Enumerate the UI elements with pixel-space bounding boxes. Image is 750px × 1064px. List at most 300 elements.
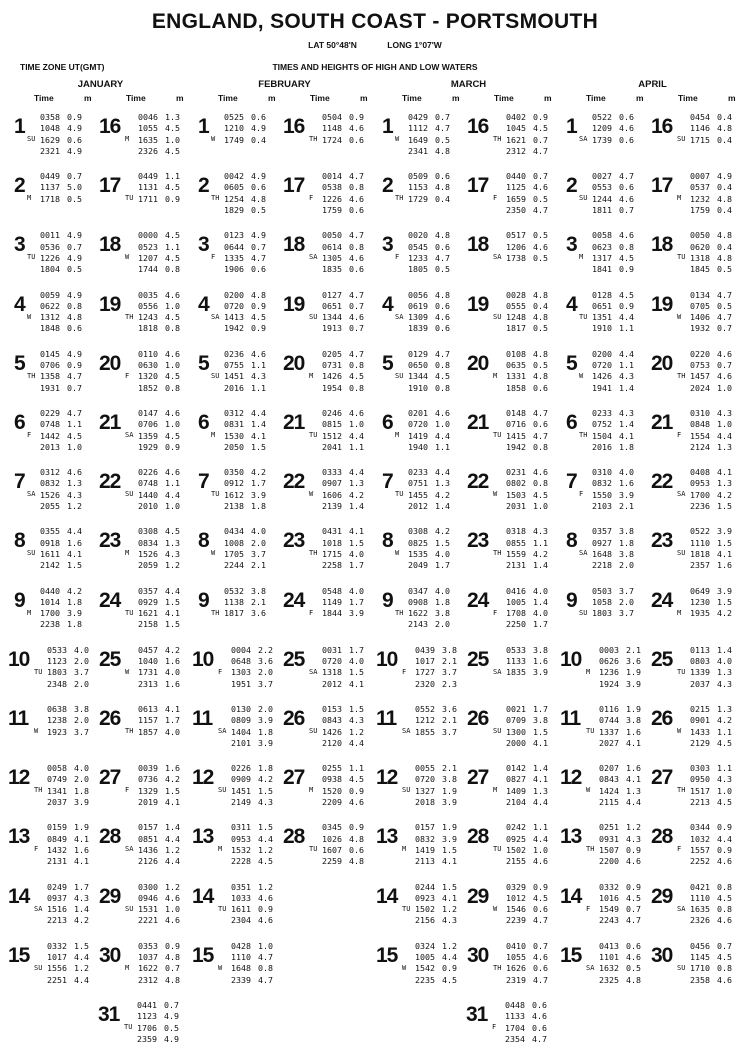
- tide-height: 4.1: [165, 797, 180, 808]
- tide-time: 0303: [690, 763, 710, 774]
- tide-height: 4.7: [349, 171, 364, 182]
- tide-time: 1409: [506, 785, 526, 796]
- tide-time: 1157: [138, 715, 158, 726]
- tide-height: 2.0: [619, 560, 634, 571]
- tide-height: 1.0: [165, 501, 180, 512]
- tide-height: 2.0: [74, 656, 89, 667]
- tide-height: 0.6: [619, 134, 634, 145]
- tide-height: 3.9: [442, 797, 457, 808]
- tide-time: 1426: [592, 371, 612, 382]
- tide-height: 0.6: [349, 205, 364, 216]
- tide-height: 2.1: [442, 715, 457, 726]
- tide-height: [533, 679, 548, 690]
- tide-time: 0533: [47, 644, 67, 655]
- tide-time: 2012: [408, 501, 428, 512]
- tide-height: 0.6: [533, 382, 548, 393]
- tide-heights: [442, 882, 457, 927]
- tide-time: 1504: [592, 430, 612, 441]
- tide-height: 4.9: [67, 289, 82, 300]
- tide-height: 1.6: [165, 763, 180, 774]
- tide-time: 0456: [690, 940, 710, 951]
- tide-times: [28, 586, 60, 631]
- weekday: SA: [586, 963, 595, 972]
- tide-height: 4.7: [435, 252, 450, 263]
- tide-height: 4.8: [626, 974, 641, 985]
- tide-time: 1133: [506, 656, 526, 667]
- tide-time: 1440: [138, 489, 158, 500]
- tide-time: 0749: [47, 774, 67, 785]
- weekday: TU: [402, 904, 411, 913]
- tide-times: [126, 230, 158, 275]
- tide-times: [310, 171, 342, 216]
- weekday: SA: [579, 549, 588, 558]
- tide-height: 1.6: [626, 726, 641, 737]
- day-number: 21: [651, 411, 673, 434]
- tide-time: 2027: [599, 737, 619, 748]
- weekday: M: [218, 845, 223, 854]
- day-number: 5: [198, 351, 209, 375]
- tide-times: [396, 526, 428, 571]
- tide-height: 0.9: [717, 844, 732, 855]
- tide-height: 4.3: [717, 678, 732, 689]
- tide-height: 1.3: [626, 785, 641, 796]
- tide-time: 2250: [506, 619, 526, 630]
- tide-heights: [435, 290, 450, 335]
- weekday: SU: [402, 786, 411, 795]
- weekday: F: [586, 904, 591, 913]
- tide-times: [678, 704, 710, 749]
- tide-height: 0.8: [349, 382, 364, 393]
- tide-height: 4.2: [717, 489, 732, 500]
- weekday: TH: [677, 786, 686, 795]
- weekday: F: [677, 845, 682, 854]
- col-m-label: m: [636, 93, 644, 103]
- day-number: 11: [192, 707, 213, 730]
- tide-height: 4.3: [619, 408, 634, 418]
- tide-time: 1910: [408, 382, 428, 393]
- month-name: JANUARY: [77, 79, 124, 90]
- tide-height: 2.0: [74, 678, 89, 689]
- tide-height: 4.5: [165, 526, 180, 537]
- tide-heights: [532, 1000, 547, 1045]
- weekday: M: [677, 608, 682, 617]
- tide-height: 4.6: [533, 467, 548, 478]
- day-number: 29: [467, 884, 489, 908]
- weekday: SA: [493, 253, 502, 262]
- tide-height: 1.2: [74, 963, 89, 974]
- tide-height: 1.5: [165, 596, 180, 607]
- weekday: SA: [677, 904, 686, 913]
- weekday: M: [125, 963, 130, 972]
- tide-time: 2041: [322, 441, 342, 452]
- tide-height: 4.8: [251, 193, 266, 204]
- day-number: 27: [651, 766, 673, 790]
- day-number: 12: [376, 766, 398, 790]
- tide-time: 0909: [231, 774, 251, 785]
- latitude: LAT 50°48'N: [308, 40, 357, 50]
- tide-height: 4.6: [165, 289, 180, 300]
- tide-height: 0.7: [626, 904, 641, 915]
- tide-time: [310, 146, 342, 157]
- tide-time: 0046: [138, 112, 158, 122]
- tide-time: 2120: [322, 737, 342, 748]
- tide-time: 0720: [224, 300, 244, 311]
- tide-height: 4.5: [533, 489, 548, 500]
- tide-time: 1542: [415, 963, 435, 974]
- tide-height: 4.1: [349, 526, 364, 537]
- tide-time: 0059: [40, 289, 60, 300]
- tide-height: 4.6: [717, 371, 732, 382]
- tide-time: 1110: [690, 892, 710, 903]
- tide-time: 2142: [40, 560, 60, 571]
- tide-height: 0.7: [251, 241, 266, 252]
- day-number: 19: [99, 292, 121, 316]
- tide-time: 0716: [506, 419, 526, 430]
- day-number: 25: [283, 647, 305, 671]
- tide-time: 1951: [231, 678, 251, 689]
- tide-height: 4.2: [165, 774, 180, 785]
- weekday: SA: [309, 667, 318, 676]
- tide-height: 4.0: [435, 585, 450, 596]
- tide-height: 1.4: [533, 596, 548, 607]
- tide-time: 1303: [231, 667, 251, 678]
- tide-height: 4.8: [533, 312, 548, 323]
- tide-height: 0.5: [533, 252, 548, 263]
- tide-time: 1212: [415, 715, 435, 726]
- tide-time: 1913: [322, 323, 342, 334]
- tide-height: 3.9: [442, 833, 457, 844]
- tide-time: 2252: [690, 856, 710, 867]
- tide-time: 0251: [599, 822, 619, 833]
- day-number: 15: [192, 943, 214, 967]
- tide-height: 4.6: [717, 974, 732, 985]
- col-m-label: m: [452, 93, 460, 103]
- tide-height: 4.8: [349, 833, 364, 844]
- tide-height: 4.5: [165, 371, 180, 382]
- tide-height: 1.3: [349, 478, 364, 489]
- tide-height: 0.6: [533, 904, 548, 915]
- tide-height: 1.1: [165, 478, 180, 489]
- tide-heights: [349, 290, 364, 335]
- tide-height: 4.5: [533, 123, 548, 134]
- tide-time: 0310: [592, 467, 612, 478]
- tide-height: 0.5: [435, 264, 450, 275]
- tide-height: 0.9: [67, 360, 82, 371]
- tide-time: 2350: [506, 205, 526, 216]
- tide-times: [396, 112, 428, 157]
- tide-height: 0.6: [435, 241, 450, 252]
- tide-time: 1026: [322, 833, 342, 844]
- day-number: 7: [566, 470, 577, 494]
- tide-height: 1.6: [74, 844, 89, 855]
- weekday: W: [402, 963, 407, 972]
- tide-height: 0.9: [349, 785, 364, 796]
- tide-time: 0324: [415, 940, 435, 951]
- col-time-label: Time: [218, 93, 238, 103]
- tide-time: 2243: [599, 915, 619, 926]
- tide-height: 1.3: [67, 478, 82, 489]
- tide-height: 0.4: [533, 300, 548, 311]
- tide-time: 1055: [138, 123, 158, 134]
- tide-height: 1.9: [442, 785, 457, 796]
- tide-time: 1248: [506, 312, 526, 323]
- tide-times: [494, 763, 526, 808]
- tide-height: 4.7: [533, 430, 548, 441]
- tide-height: 4.4: [165, 833, 180, 844]
- tide-heights: [717, 882, 732, 927]
- tide-time: 1335: [224, 252, 244, 263]
- tide-heights: [626, 822, 641, 867]
- tide-height: 1.8: [619, 441, 634, 452]
- tide-time: 0626: [599, 656, 619, 667]
- weekday: TH: [395, 608, 404, 617]
- tide-height: 4.7: [435, 348, 450, 359]
- weekday: M: [586, 667, 591, 676]
- tide-height: 0.9: [67, 112, 82, 122]
- tide-time: 0613: [138, 704, 158, 714]
- tide-height: 1.5: [349, 667, 364, 678]
- tide-height: 4.1: [349, 678, 364, 689]
- tide-height: 1.3: [717, 441, 732, 452]
- tide-time: 2131: [47, 856, 67, 867]
- tide-height: 1.1: [619, 323, 634, 334]
- tide-time: 1935: [690, 608, 710, 619]
- tide-height: 3.6: [626, 656, 641, 667]
- tide-time: 1942: [224, 323, 244, 334]
- tide-time: [494, 679, 526, 690]
- tide-height: 3.7: [251, 548, 266, 559]
- tide-height: 0.8: [165, 382, 180, 393]
- tide-height: 3.9: [258, 715, 273, 726]
- tide-time: 1546: [506, 904, 526, 915]
- tide-time: 0457: [138, 644, 158, 655]
- tide-height: 1.4: [533, 763, 548, 774]
- day-number: 14: [8, 884, 30, 908]
- tide-times: [494, 349, 526, 394]
- tide-height: 1.8: [258, 763, 273, 774]
- col-m-label: m: [176, 93, 184, 103]
- tide-height: 4.5: [165, 252, 180, 263]
- tide-time: 1206: [506, 241, 526, 252]
- tide-height: [533, 264, 548, 275]
- tide-height: 4.9: [164, 1011, 179, 1022]
- weekday: F: [579, 490, 584, 499]
- tide-time: 2031: [506, 501, 526, 512]
- tide-height: 0.4: [251, 134, 266, 145]
- tide-height: 1.1: [251, 360, 266, 371]
- tide-height: 1.4: [165, 822, 180, 833]
- tide-time: 0220: [690, 348, 710, 359]
- weekday: TU: [677, 667, 686, 676]
- tide-time: 2244: [224, 560, 244, 571]
- tide-height: 3.6: [251, 608, 266, 619]
- month-name: FEBRUARY: [258, 79, 311, 90]
- tide-height: 1.5: [435, 537, 450, 548]
- day-number: 30: [467, 943, 489, 967]
- tide-height: 1.6: [626, 763, 641, 774]
- weekday: TU: [125, 194, 134, 203]
- tide-height: 2.0: [258, 704, 273, 714]
- tide-time: 0630: [138, 360, 158, 371]
- tide-time: 0429: [408, 112, 428, 122]
- tide-height: 0.8: [435, 382, 450, 393]
- tide-times: [494, 586, 526, 631]
- tide-height: 3.8: [442, 774, 457, 785]
- tide-time: 2238: [40, 619, 60, 630]
- tide-time: 0233: [592, 408, 612, 418]
- tide-time: 0532: [224, 585, 244, 596]
- tide-time: 1112: [408, 123, 428, 134]
- tide-height: 4.7: [251, 252, 266, 263]
- tide-height: 4.9: [67, 230, 82, 241]
- tide-time: 1451: [231, 785, 251, 796]
- tide-time: 0344: [690, 822, 710, 833]
- tide-height: 0.8: [165, 264, 180, 275]
- tide-time: 1731: [138, 667, 158, 678]
- tide-heights: [165, 230, 180, 275]
- tide-time: 1520: [322, 785, 342, 796]
- tide-time: 2104: [506, 797, 526, 808]
- tide-times: [580, 467, 612, 512]
- tide-height: 4.1: [717, 467, 732, 478]
- tide-height: 0.4: [717, 241, 732, 252]
- tide-time: 1226: [322, 193, 342, 204]
- tide-height: 1.8: [251, 501, 266, 512]
- tide-time: 1829: [224, 205, 244, 216]
- tide-height: 1.4: [251, 419, 266, 430]
- tide-height: 1.5: [74, 940, 89, 951]
- tide-height: 4.0: [74, 763, 89, 774]
- weekday: M: [309, 371, 314, 380]
- day-number: 31: [98, 1003, 120, 1026]
- tide-height: 0.5: [164, 1022, 179, 1033]
- tide-height: 1.7: [349, 644, 364, 655]
- tide-time: 1329: [138, 785, 158, 796]
- tide-time: 1535: [408, 548, 428, 559]
- tide-time: 1337: [599, 726, 619, 737]
- weekday: M: [402, 845, 407, 854]
- weekday: W: [125, 253, 130, 262]
- tide-height: 4.1: [67, 548, 82, 559]
- tide-time: 2050: [224, 441, 244, 452]
- tide-height: 2.1: [626, 644, 641, 655]
- tide-height: 0.9: [442, 963, 457, 974]
- tide-time: 1110: [690, 537, 710, 548]
- tide-time: 1530: [224, 430, 244, 441]
- tide-height: 1.2: [442, 940, 457, 951]
- tide-time: 0310: [690, 408, 710, 418]
- tide-time: 1016: [599, 892, 619, 903]
- tide-height: 1.1: [67, 419, 82, 430]
- tide-time: 0205: [322, 348, 342, 359]
- tide-height: 3.8: [435, 608, 450, 619]
- tide-time: 2213: [690, 797, 710, 808]
- tide-heights: [717, 822, 732, 867]
- tide-heights: [717, 171, 732, 216]
- tide-heights: [717, 349, 732, 394]
- tide-height: 0.5: [251, 205, 266, 216]
- tide-time: 1238: [47, 715, 67, 726]
- tide-heights: [435, 586, 450, 631]
- day-number: 3: [14, 233, 25, 257]
- tide-time: 0050: [690, 230, 710, 241]
- tide-time: 1739: [592, 134, 612, 145]
- tide-time: 2037: [47, 797, 67, 808]
- tide-heights: [619, 526, 634, 571]
- tide-time: 0007: [690, 171, 710, 182]
- tide-height: 4.6: [258, 892, 273, 903]
- tide-heights: [349, 645, 364, 690]
- tide-time: 0802: [506, 478, 526, 489]
- tide-time: 2236: [690, 501, 710, 512]
- tide-height: 4.7: [533, 915, 548, 926]
- day-number: 4: [14, 292, 25, 316]
- tide-time: 0831: [224, 419, 244, 430]
- tide-time: 0142: [506, 763, 526, 774]
- tide-time: [28, 205, 60, 216]
- day-number: 3: [566, 233, 577, 257]
- tide-height: 4.2: [435, 489, 450, 500]
- tide-time: 1331: [506, 371, 526, 382]
- tide-time: 1516: [47, 904, 67, 915]
- tide-time: 1018: [322, 537, 342, 548]
- tide-height: 4.8: [435, 182, 450, 193]
- day-number: 22: [651, 470, 673, 494]
- weekday: SU: [395, 371, 404, 380]
- tide-height: 1.1: [251, 382, 266, 393]
- tide-height: 4.2: [435, 526, 450, 537]
- tide-height: 4.6: [619, 123, 634, 134]
- weekday: M: [27, 608, 32, 617]
- tide-time: [212, 619, 244, 630]
- tide-time: 1858: [506, 382, 526, 393]
- tide-height: 4.6: [349, 193, 364, 204]
- day-number: 29: [651, 884, 673, 908]
- tide-time: 0200: [224, 289, 244, 300]
- tide-height: 4.5: [717, 737, 732, 748]
- day-number: 5: [14, 351, 25, 375]
- tide-height: 3.6: [442, 704, 457, 714]
- tide-height: 1.1: [165, 241, 180, 252]
- tide-height: 0.6: [619, 182, 634, 193]
- tide-height: 4.1: [251, 430, 266, 441]
- tide-height: 3.7: [619, 608, 634, 619]
- weekday: F: [492, 1023, 497, 1031]
- tide-time: 0731: [322, 360, 342, 371]
- col-m-label: m: [544, 93, 552, 103]
- tide-height: 1.0: [165, 360, 180, 371]
- tide-height: 0.9: [626, 844, 641, 855]
- tide-height: 4.6: [165, 408, 180, 418]
- tide-time: 0035: [138, 289, 158, 300]
- tide-time: 2326: [138, 145, 158, 156]
- tide-height: 4.2: [165, 644, 180, 655]
- weekday: SA: [125, 845, 134, 854]
- tide-heights: [717, 645, 732, 690]
- tide-time: 1924: [599, 678, 619, 689]
- tide-heights: [164, 1000, 179, 1045]
- tide-height: 1.3: [435, 478, 450, 489]
- tide-height: 4.7: [258, 952, 273, 963]
- tide-times: [126, 349, 158, 394]
- tide-time: 1436: [138, 844, 158, 855]
- tide-height: 4.4: [435, 430, 450, 441]
- day-number: 17: [283, 174, 305, 198]
- tide-times: [126, 941, 158, 986]
- tide-time: 0020: [408, 230, 428, 241]
- tide-time: 0706: [40, 360, 60, 371]
- tide-time: 1318: [690, 252, 710, 263]
